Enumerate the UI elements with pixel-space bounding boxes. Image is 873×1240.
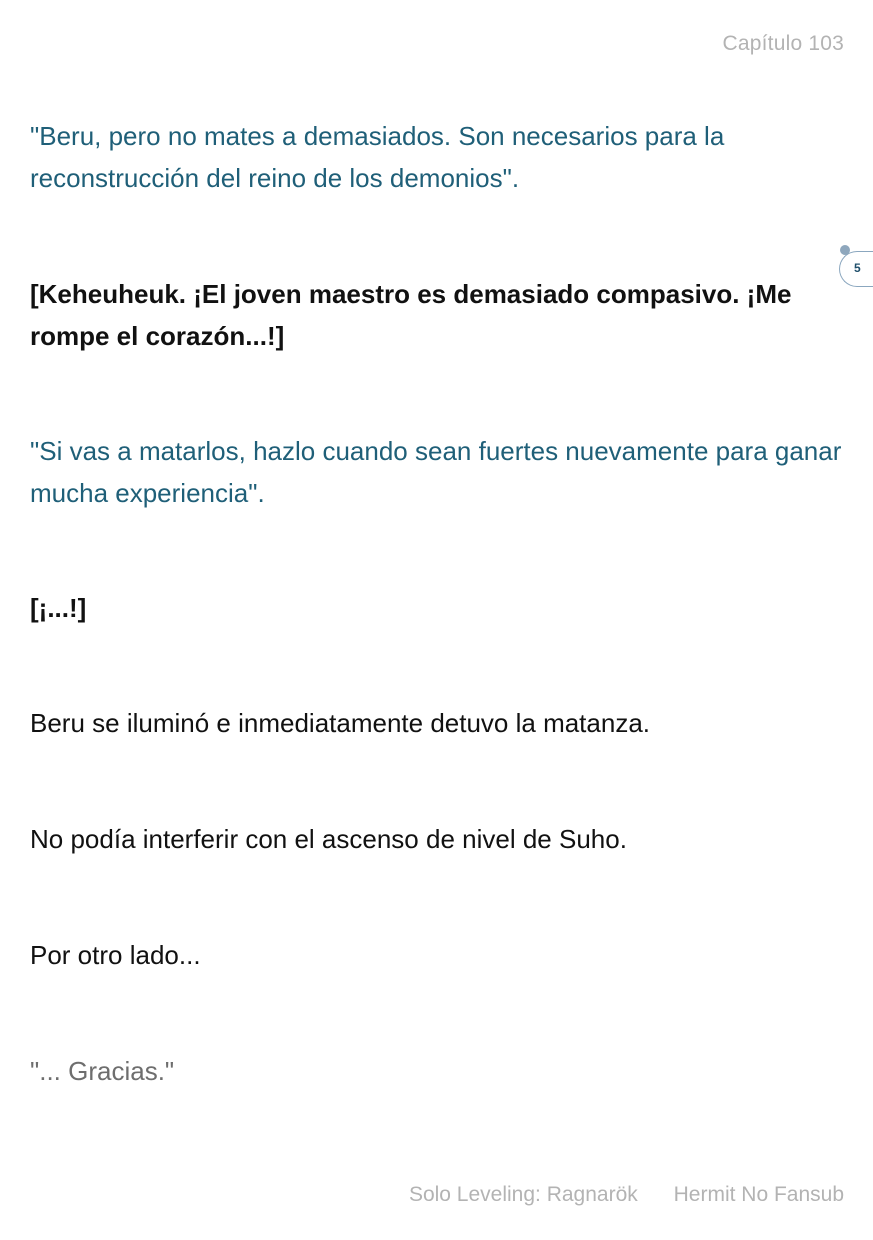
system-message-paragraph: [Keheuheuk. ¡El joven maestro es demasiado compasivo. ¡Me rompe el corazón...!] — [30, 279, 792, 351]
comment-count: 5 — [854, 261, 861, 275]
dialogue-paragraph: "Si vas a matarlos, hazlo cuando sean fuertes nuevamente para ganar mucha experiencia". — [30, 436, 842, 508]
system-message-paragraph: [¡...!] — [30, 593, 87, 623]
narration-paragraph: Por otro lado... — [30, 940, 201, 970]
chapter-title: Capítulo 103 — [722, 32, 844, 55]
translator-credit: Hermit No Fansub — [673, 1183, 844, 1206]
novel-title: Solo Leveling: Ragnarök — [408, 1183, 638, 1206]
quiet-dialogue-paragraph: "... Gracias." — [30, 1056, 175, 1086]
comment-indicator-dot — [840, 245, 850, 255]
paragraph-comment-button[interactable] — [839, 251, 873, 287]
narration-paragraph: No podía interferir con el ascenso de nivel de Suho. — [30, 824, 627, 854]
dialogue-paragraph: "Beru, pero no mates a demasiados. Son necesarios para la reconstrucción del reino de los demonios". — [30, 121, 725, 193]
narration-paragraph: Beru se iluminó e inmediatamente detuvo la matanza. — [30, 708, 651, 738]
page-footer — [409, 1183, 844, 1207]
